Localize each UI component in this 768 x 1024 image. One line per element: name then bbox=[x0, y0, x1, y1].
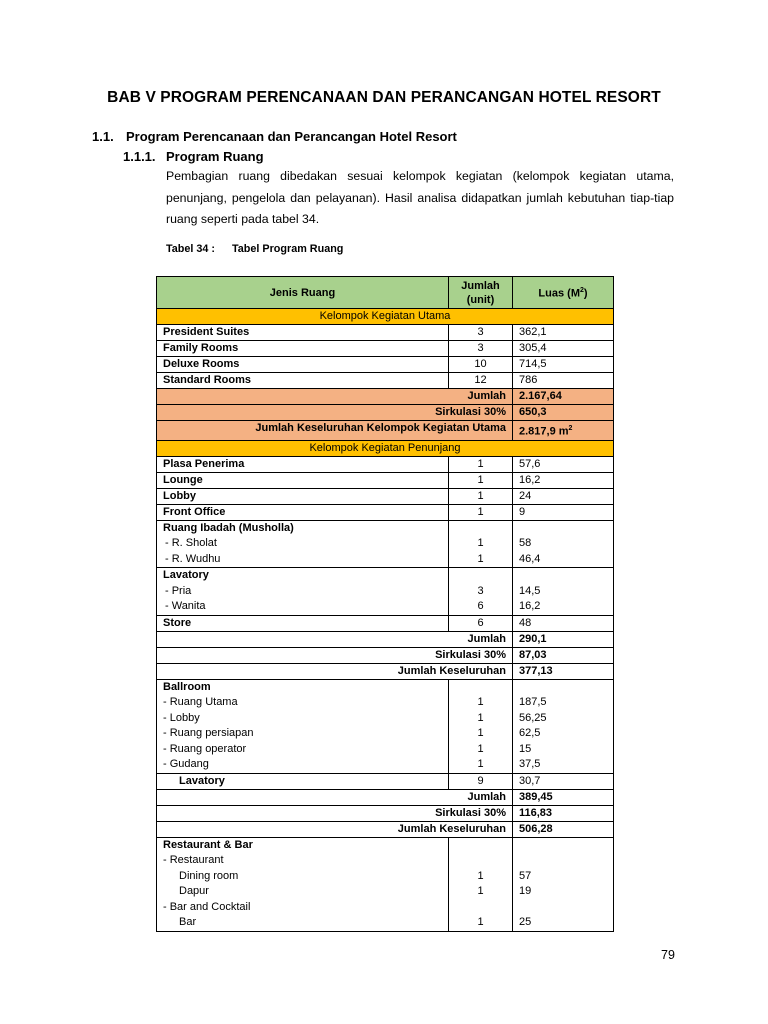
caption-label: Tabel 34 : bbox=[166, 243, 216, 255]
circulation-row: Sirkulasi 30% 650,3 bbox=[157, 405, 614, 421]
page-title: BAB V PROGRAM PERENCANAAN DAN PERANCANGAN HOTEL RESORT bbox=[107, 89, 661, 106]
circulation-row: Sirkulasi 30% 87,03 bbox=[157, 647, 614, 663]
table-row-ballroom: Ballroom - Ruang Utama - Lobby - Ruang persiapan - Ruang operator - Gudang 1 1 1 1 1 187,5 56,25 62,5 15 37,5 bbox=[157, 679, 614, 773]
table-row: Lounge 1 16,2 bbox=[157, 472, 614, 488]
group-row-utama: Kelompok Kegiatan Utama bbox=[157, 309, 614, 325]
table-row: Deluxe Rooms 10 714,5 bbox=[157, 357, 614, 373]
section-title: Program Perencanaan dan Perancangan Hotel Resort bbox=[126, 129, 457, 144]
total-row: Jumlah Keseluruhan Kelompok Kegiatan Utama 2.817,9 $m^2$ bbox=[157, 421, 614, 441]
table-row-ibadah: Ruang Ibadah (Musholla) - R. Sholat - R. Wudhu 1 1 58 46,4 bbox=[157, 520, 614, 568]
section-heading bbox=[92, 129, 457, 144]
subsection-title: Program Ruang bbox=[166, 149, 264, 164]
total-row: Jumlah Keseluruhan 377,13 bbox=[157, 663, 614, 679]
caption-text: Tabel Program Ruang bbox=[232, 243, 344, 255]
program-ruang-table bbox=[156, 276, 614, 932]
table-row-restaurant: Restaurant & Bar - Restaurant Dining room Dapur - Bar and Cocktail Bar 1 1 1 57 19 25 bbox=[157, 837, 614, 931]
table-row: Store 6 48 bbox=[157, 615, 614, 631]
header-luas: Luas $(M^2)$ bbox=[513, 277, 614, 309]
header-jumlah: Jumlah (unit) bbox=[449, 277, 513, 309]
subsection-number: 1.1.1. bbox=[123, 149, 156, 164]
table-row: Lobby 1 24 bbox=[157, 488, 614, 504]
table-row: Standard Rooms 12 786 bbox=[157, 373, 614, 389]
group-row-penunjang: Kelompok Kegiatan Penunjang bbox=[157, 440, 614, 456]
total-row: Jumlah Keseluruhan 506,28 bbox=[157, 821, 614, 837]
sum-row: Jumlah 2.167,64 bbox=[157, 389, 614, 405]
table-row: Front Office 1 9 bbox=[157, 504, 614, 520]
sum-row: Jumlah 389,45 bbox=[157, 789, 614, 805]
circulation-row: Sirkulasi 30% 116,83 bbox=[157, 805, 614, 821]
sum-row: Jumlah 290,1 bbox=[157, 631, 614, 647]
section-number: 1.1. bbox=[92, 129, 114, 144]
table-row-lavatory: Lavatory - Pria - Wanita 3 6 14,5 16,2 bbox=[157, 568, 614, 616]
table-header-row bbox=[157, 277, 614, 309]
table-caption bbox=[166, 243, 343, 255]
header-jenis-ruang: Jenis Ruang bbox=[157, 277, 449, 309]
body-paragraph: Pembagian ruang dibedakan sesuai kelompok kegiatan (kelompok kegiatan utama, penunjang, pengelola dan pelayanan). Hasil analisa didapatkan jumlah kebutuhan tiap-tiap ruang seperti pada tabel 34. bbox=[166, 169, 674, 226]
subsection-heading bbox=[123, 149, 264, 164]
page-number: 79 bbox=[661, 948, 675, 962]
table-row: President Suites 3 362,1 bbox=[157, 325, 614, 341]
table-row: Family Rooms 3 305,4 bbox=[157, 341, 614, 357]
table-row: Lavatory 9 30,7 bbox=[157, 773, 614, 789]
table-row: Plasa Penerima 1 57,6 bbox=[157, 456, 614, 472]
